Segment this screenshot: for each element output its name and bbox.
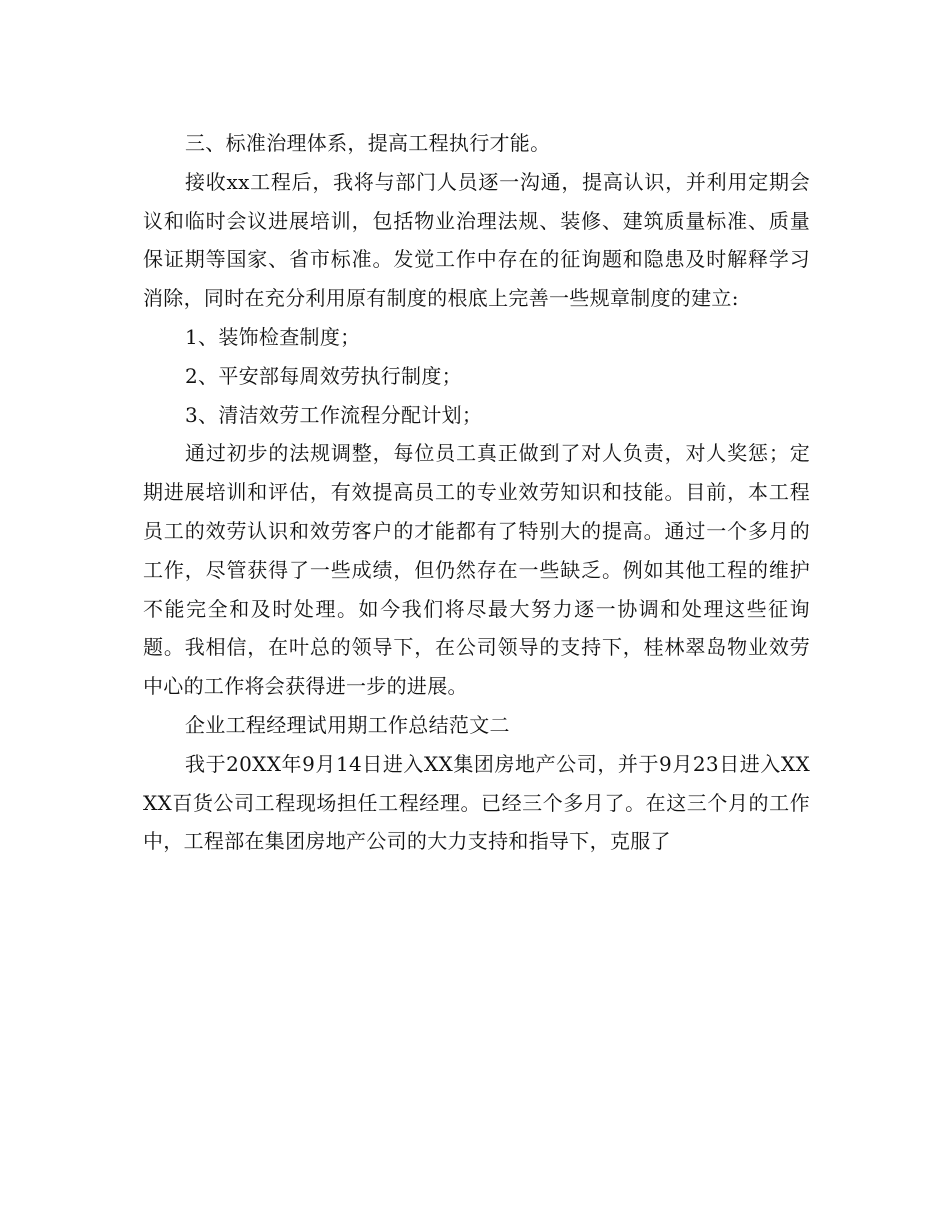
list-item: 1、装饰检查制度； [185, 324, 361, 349]
list-item: 3、清洁效劳工作流程分配计划； [185, 402, 483, 427]
document-title-two: 企业工程经理试用期工作总结范文二 [185, 712, 510, 737]
section-heading: 三、标准治理体系，提高工程执行才能。 [185, 131, 551, 155]
paragraph-two: 我于20XX年9月14日进入XX集团房地产公司，并于9月23日进入XXXX百货公司工程现场担任工程经理。已经三个多月了。在这三个月的工作中，工程部在集团房地产公司的大力支持和指导下，克服了 [143, 751, 810, 854]
paragraph-result: 通过初步的法规调整，每位员工真正做到了对人负责，对人奖惩；定期进展培训和评估，有效提高员工的专业效劳知识和技能。目前，本工程员工的效劳认识和效劳客户的才能都有了特别大的提高。通过一个多月的工作，尽管获得了一些成绩，但仍然存在一些缺乏。例如其他工程的维护不能完全和及时处理。如今我们将尽最大努力逐一协调和处理这些征询题。我相信，在叶总的领导下，在公司领导的支持下，桂林翠岛物业效劳中心的工作将会获得进一步的进展。 [143, 441, 810, 699]
list-item: 2、平安部每周效劳执行制度； [185, 363, 462, 388]
paragraph-intro: 接收xx工程后，我将与部门人员逐一沟通，提高认识，并利用定期会议和临时会议进展培训，包括物业治理法规、装修、建筑质量标准、质量保证期等国家、省市标准。发觉工作中存在的征询题和隐患及时解释学习消除，同时在充分利用原有制度的根底上完善一些规章制度的建立: [143, 169, 810, 311]
document-body [143, 124, 810, 861]
